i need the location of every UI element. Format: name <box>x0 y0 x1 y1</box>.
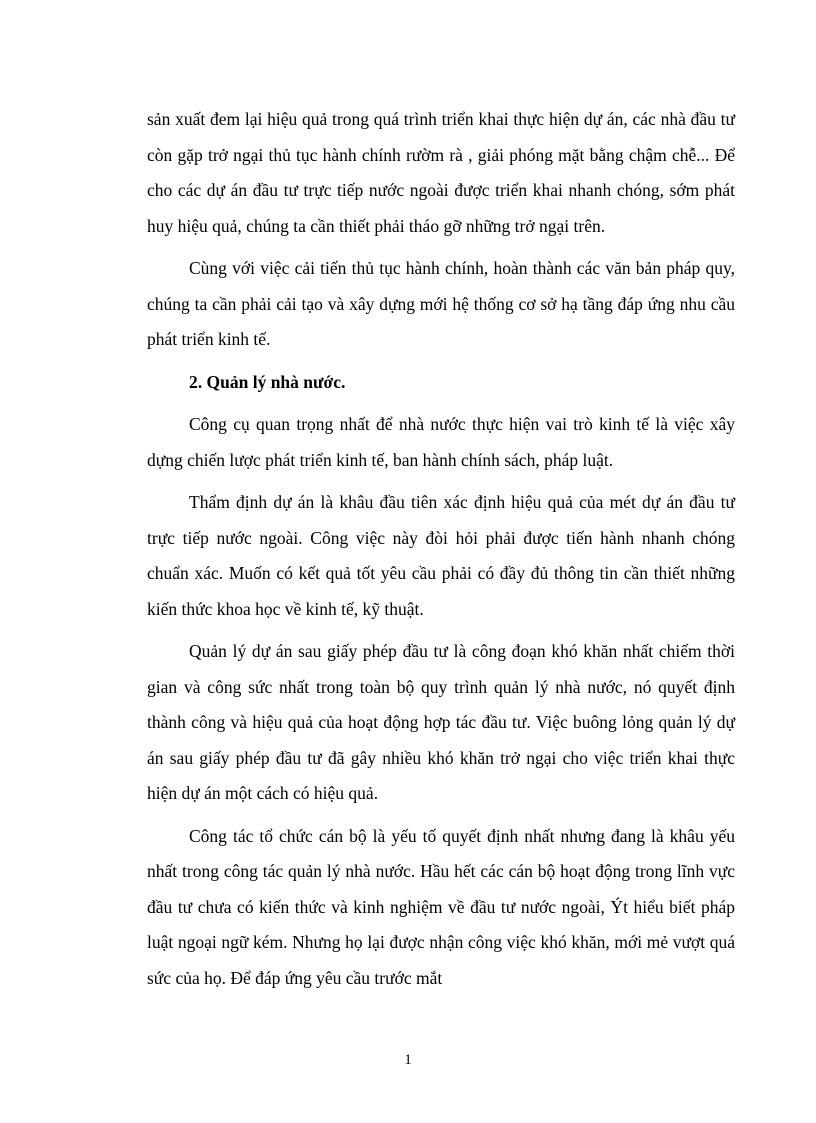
paragraph-post-license-management: Quản lý dự án sau giấy phép đầu tư là công đoạn khó khăn nhất chiếm thời gian và công sức nhất trong toàn bộ quy trình quản lý nhà nước, nó quyết định thành công và hiệu quả của hoạt động hợp tác đầu tư. Việc buông lỏng quản lý dự án sau giấy phép đầu tư đã gây nhiều khó khăn trở ngại cho việc triển khai thực hiện dự án một cách có hiệu quả. <box>147 641 735 803</box>
page-number: 1 <box>404 1052 412 1068</box>
paragraph-infrastructure: Cùng với việc cải tiến thủ tục hành chính, hoàn thành các văn bản pháp quy, chúng ta cần phải cải tạo và xây dựng mới hệ thống cơ sở hạ tầng đáp ứng nhu cầu phát triển kinh tế. <box>147 258 735 349</box>
section-heading: 2. Quản lý nhà nước. <box>189 371 346 392</box>
paragraph-policy-tools: Công cụ quan trọng nhất để nhà nước thực hiện vai trò kinh tế là việc xây dựng chiến lược phát triển kinh tế, ban hành chính sách, pháp luật. <box>147 414 735 470</box>
document-body <box>147 102 735 1003</box>
paragraph-staff-organization: Công tác tổ chức cán bộ là yếu tố quyết định nhất nhưng đang là khâu yếu nhất trong công tác quản lý nhà nước. Hầu hết các cán bộ hoạt động trong lĩnh vực đầu tư chưa có kiến thức và kinh nghiệm về đầu tư nước ngoài, Ýt hiểu biết pháp luật ngoại ngữ kém. Nhưng họ lại được nhận công việc khó khăn, mới mẻ vượt quá sức của họ. Để đáp ứng yêu cầu trước mắt <box>147 825 735 988</box>
paragraph-project-appraisal: Thẩm định dự án là khâu đầu tiên xác định hiệu quả của mét dự án đầu tư trực tiếp nước ngoài. Công việc này đòi hỏi phải được tiến hành nhanh chóng chuẩn xác. Muốn có kết quả tốt yêu cầu phải có đầy đủ thông tin cần thiết những kiến thức khoa học về kinh tế, kỹ thuật. <box>147 492 735 619</box>
paragraph-continuation: sản xuất đem lại hiệu quả trong quá trình triển khai thực hiện dự án, các nhà đầu tư còn gặp trở ngại thủ tục hành chính rườm rà , giải phóng mặt bằng chậm chễ... Để cho các dự án đầu tư trực tiếp nước ngoài được triển khai nhanh chóng, sớm phát huy hiệu quả, chúng ta cần thiết phải tháo gỡ những trở ngại trên. <box>147 109 735 236</box>
